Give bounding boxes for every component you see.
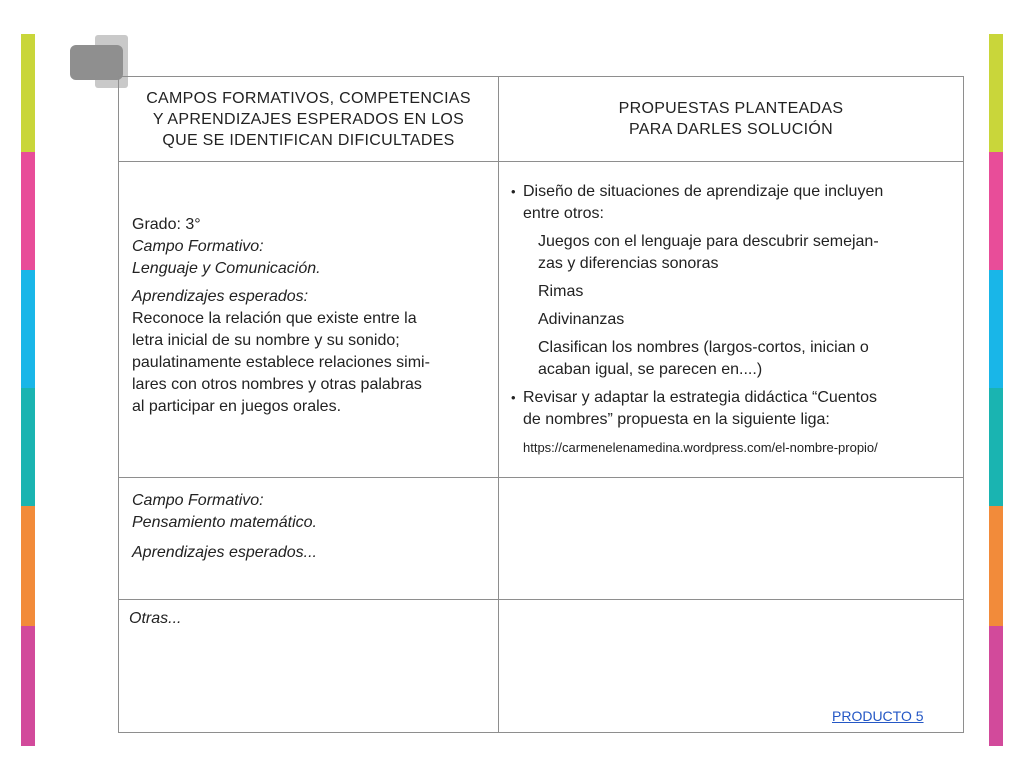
- stripe-segment: [989, 626, 1003, 746]
- campo-formativo-label: Campo Formativo:: [132, 238, 264, 255]
- aprendizajes-label: Aprendizajes esperados:: [132, 288, 309, 305]
- stripe-segment: [21, 34, 35, 152]
- campo-formativo-value: Lenguaje y Comunicación.: [132, 260, 321, 277]
- text-line: lares con otros nombres y otras palabras: [132, 376, 422, 393]
- text-line: acaban igual, se parecen en....): [538, 361, 763, 378]
- stripe-segment: [21, 506, 35, 626]
- text-line: letra inicial de su nombre y su sonido;: [132, 332, 400, 349]
- header-left-title: [119, 88, 498, 151]
- text-line: Clasifican los nombres (largos-cortos, inician o: [538, 339, 869, 356]
- stripe-segment: [21, 388, 35, 506]
- estrategia-url: https://carmenelenamedina.wordpress.com/el-nombre-propio/: [523, 440, 878, 455]
- header-line: QUE SE IDENTIFICAN DIFICULTADES: [162, 131, 455, 149]
- header-line: Y APRENDIZAJES ESPERADOS EN LOS: [152, 110, 465, 128]
- header-line: PROPUESTAS PLANTEADAS: [618, 100, 844, 117]
- propuestas-list: [511, 181, 951, 225]
- table-row: [119, 162, 964, 478]
- matematico-cell: [119, 478, 499, 600]
- header-line: CAMPOS FORMATIVOS, COMPETENCIAS: [146, 89, 471, 107]
- sub-item-rimas: Rimas: [538, 283, 584, 300]
- header-right-cell: [499, 77, 964, 162]
- table-header-row: [119, 77, 964, 162]
- sub-item-adivinanzas: Adivinanzas: [538, 311, 625, 328]
- list-item: [511, 181, 951, 225]
- stripe-segment: [989, 388, 1003, 506]
- sub-item-juegos: [511, 231, 951, 275]
- stripe-segment: [989, 270, 1003, 388]
- empty-cell: [499, 478, 964, 600]
- otras-label: Otras...: [129, 610, 182, 627]
- stripe-segment: [989, 34, 1003, 152]
- stripe-segment: [989, 506, 1003, 626]
- table-row: [119, 478, 964, 600]
- aprendizajes-label: Aprendizajes esperados...: [132, 544, 317, 561]
- dificultades-table: [118, 76, 964, 733]
- text-line: zas y diferencias sonoras: [538, 255, 719, 272]
- producto-5-link[interactable]: PRODUCTO 5: [832, 708, 924, 724]
- sub-item-clasifican: [511, 337, 951, 381]
- header-line: PARA DARLES SOLUCIÓN: [629, 121, 833, 138]
- propuestas-cell: [499, 162, 964, 478]
- text-line: • Diseño de situaciones de aprendizaje que incluyen: [523, 183, 884, 200]
- stripe-segment: [21, 270, 35, 388]
- stripe-segment: [989, 152, 1003, 270]
- stripe-segment: [21, 626, 35, 746]
- stripe-segment: [21, 152, 35, 270]
- logo-front-square: [70, 45, 123, 80]
- text-line: al participar en juegos orales.: [132, 398, 342, 415]
- propuestas-list-2: [511, 387, 951, 431]
- header-right-title: [499, 98, 963, 140]
- text-line: paulatinamente establece relaciones simi-: [132, 354, 430, 371]
- campo-formativo-value: Pensamiento matemático.: [132, 514, 317, 531]
- text-line: Reconoce la relación que existe entre la: [132, 310, 417, 327]
- campo-formativo-label: Campo Formativo:: [132, 492, 264, 509]
- list-item: [511, 387, 951, 431]
- text-line: de nombres” propuesta en la siguiente liga:: [523, 411, 830, 428]
- grado-label: Grado: 3°: [132, 216, 201, 233]
- text-line: entre otros:: [523, 205, 604, 222]
- text-line: Juegos con el lenguaje para descubrir semejan-: [538, 233, 879, 250]
- header-left-cell: [119, 77, 499, 162]
- text-line: • Revisar y adaptar la estrategia didáctica “Cuentos: [523, 389, 877, 406]
- lenguaje-cell: [119, 162, 499, 478]
- otras-cell: [119, 600, 499, 733]
- aprendizajes-text: [132, 308, 486, 418]
